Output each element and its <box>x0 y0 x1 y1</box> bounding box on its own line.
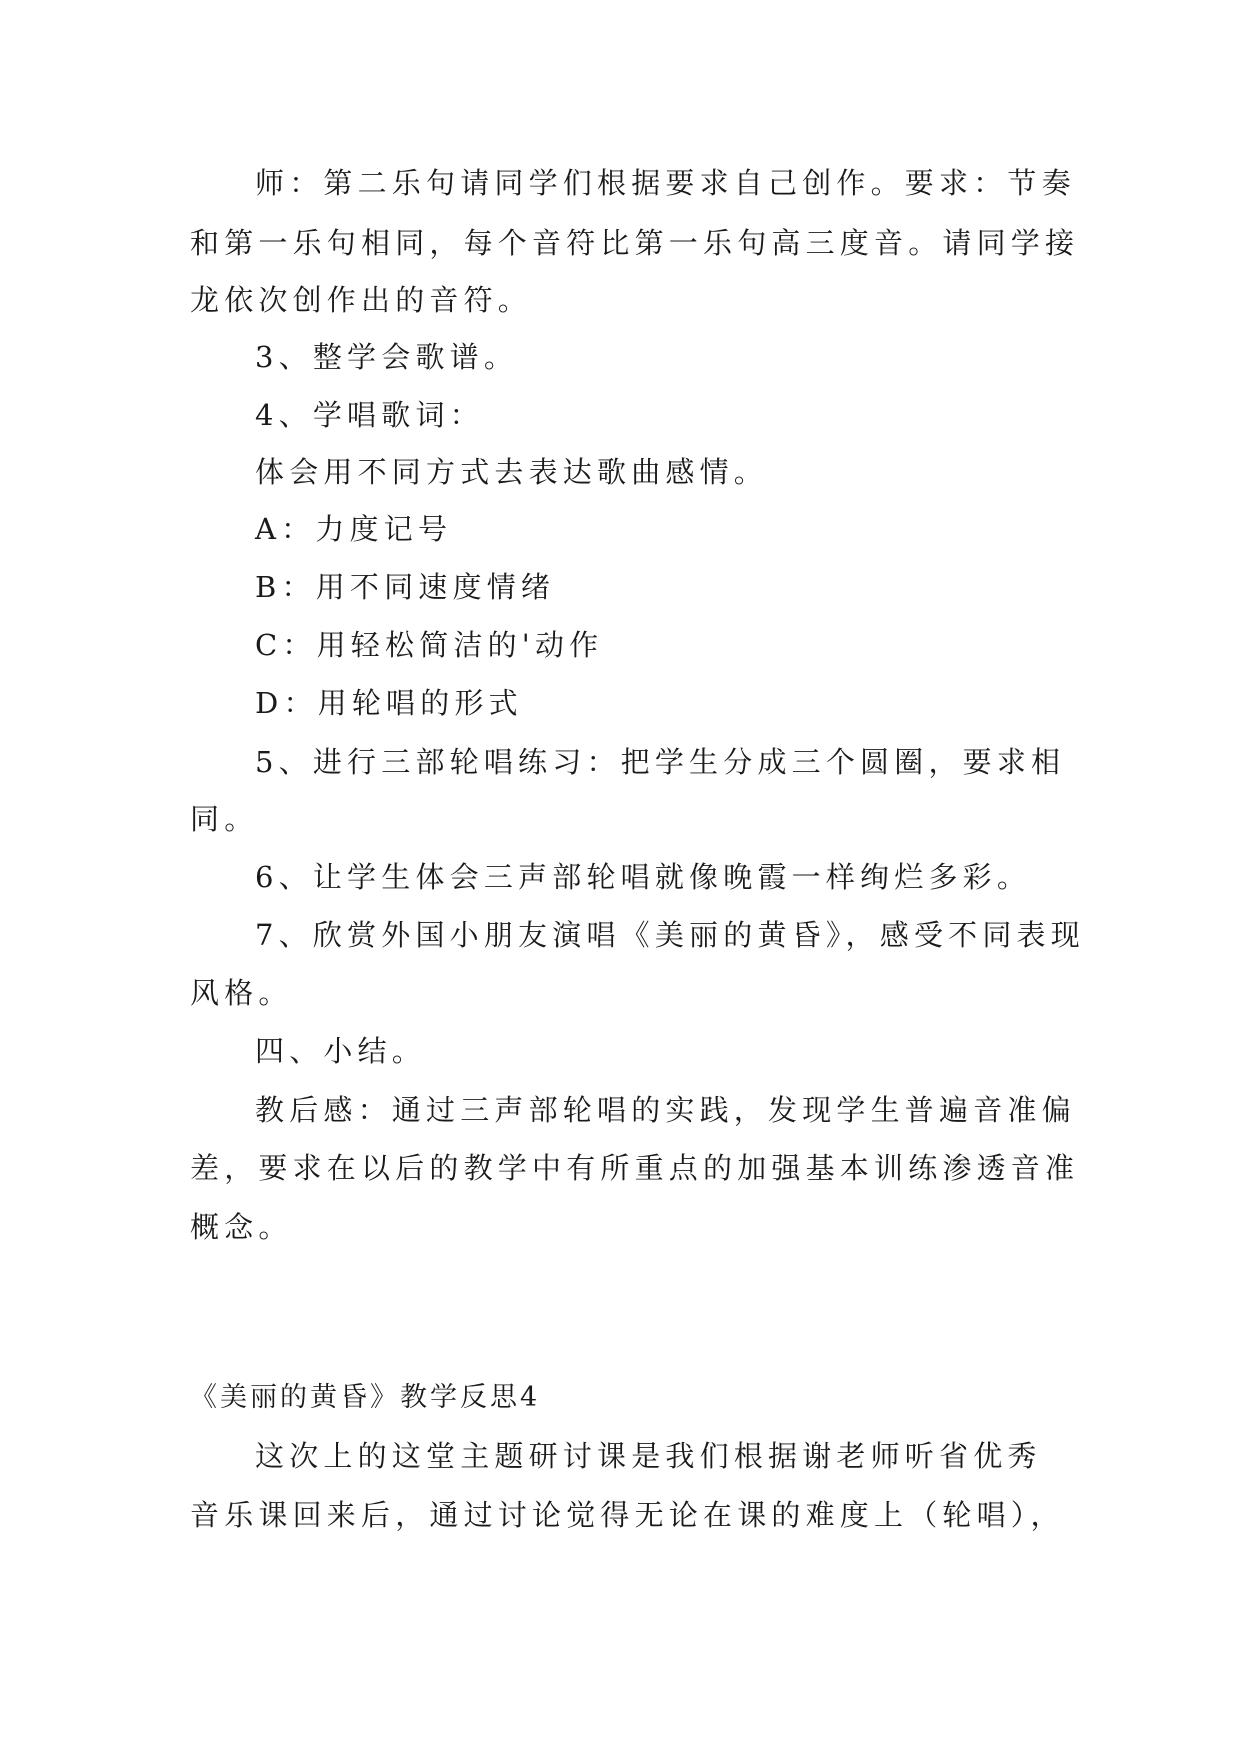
paragraph-line: 音乐课回来后，通过讨论觉得无论在课的难度上（轮唱）， <box>190 1498 1065 1532</box>
paragraph-line: B：用不同速度情绪 <box>255 570 556 604</box>
paragraph-line: 这次上的这堂主题研讨课是我们根据谢老师听省优秀 <box>255 1439 1042 1473</box>
paragraph-line: A：力度记号 <box>255 512 453 546</box>
paragraph-line: 6、让学生体会三声部轮唱就像晚霞一样绚烂多彩。 <box>255 860 1032 894</box>
paragraph-line: 同。 <box>190 802 259 836</box>
paragraph-line: 风格。 <box>190 976 293 1010</box>
paragraph-line: 5、进行三部轮唱练习：把学生分成三个圆圈，要求相 <box>255 745 1066 779</box>
paragraph-line: 差，要求在以后的教学中有所重点的加强基本训练渗透音准 <box>190 1151 1080 1185</box>
paragraph-line: C：用轻松简洁的'动作 <box>255 628 604 662</box>
paragraph-line: 师：第二乐句请同学们根据要求自己创作。要求：节奏 <box>255 166 1076 200</box>
paragraph-line: 7、欣赏外国小朋友演唱《美丽的黄昏》，感受不同表现 <box>255 918 1085 952</box>
paragraph-line: 四、小结。 <box>255 1034 427 1068</box>
paragraph-line: 和第一乐句相同，每个音符比第一乐句高三度音。请同学接 <box>190 226 1080 260</box>
paragraph-line: 概念。 <box>190 1210 293 1244</box>
paragraph-line: D：用轮唱的形式 <box>255 686 523 720</box>
paragraph-line: 教后感：通过三声部轮唱的实践，发现学生普遍音准偏 <box>255 1093 1076 1127</box>
paragraph-line: 龙依次创作出的音符。 <box>190 283 533 317</box>
paragraph-line: 体会用不同方式去表达歌曲感情。 <box>255 455 769 489</box>
section-title: 《美丽的黄昏》教学反思4 <box>190 1382 541 1413</box>
paragraph-line: 3、整学会歌谱。 <box>255 340 519 374</box>
paragraph-line: 4、学唱歌词： <box>255 398 484 432</box>
